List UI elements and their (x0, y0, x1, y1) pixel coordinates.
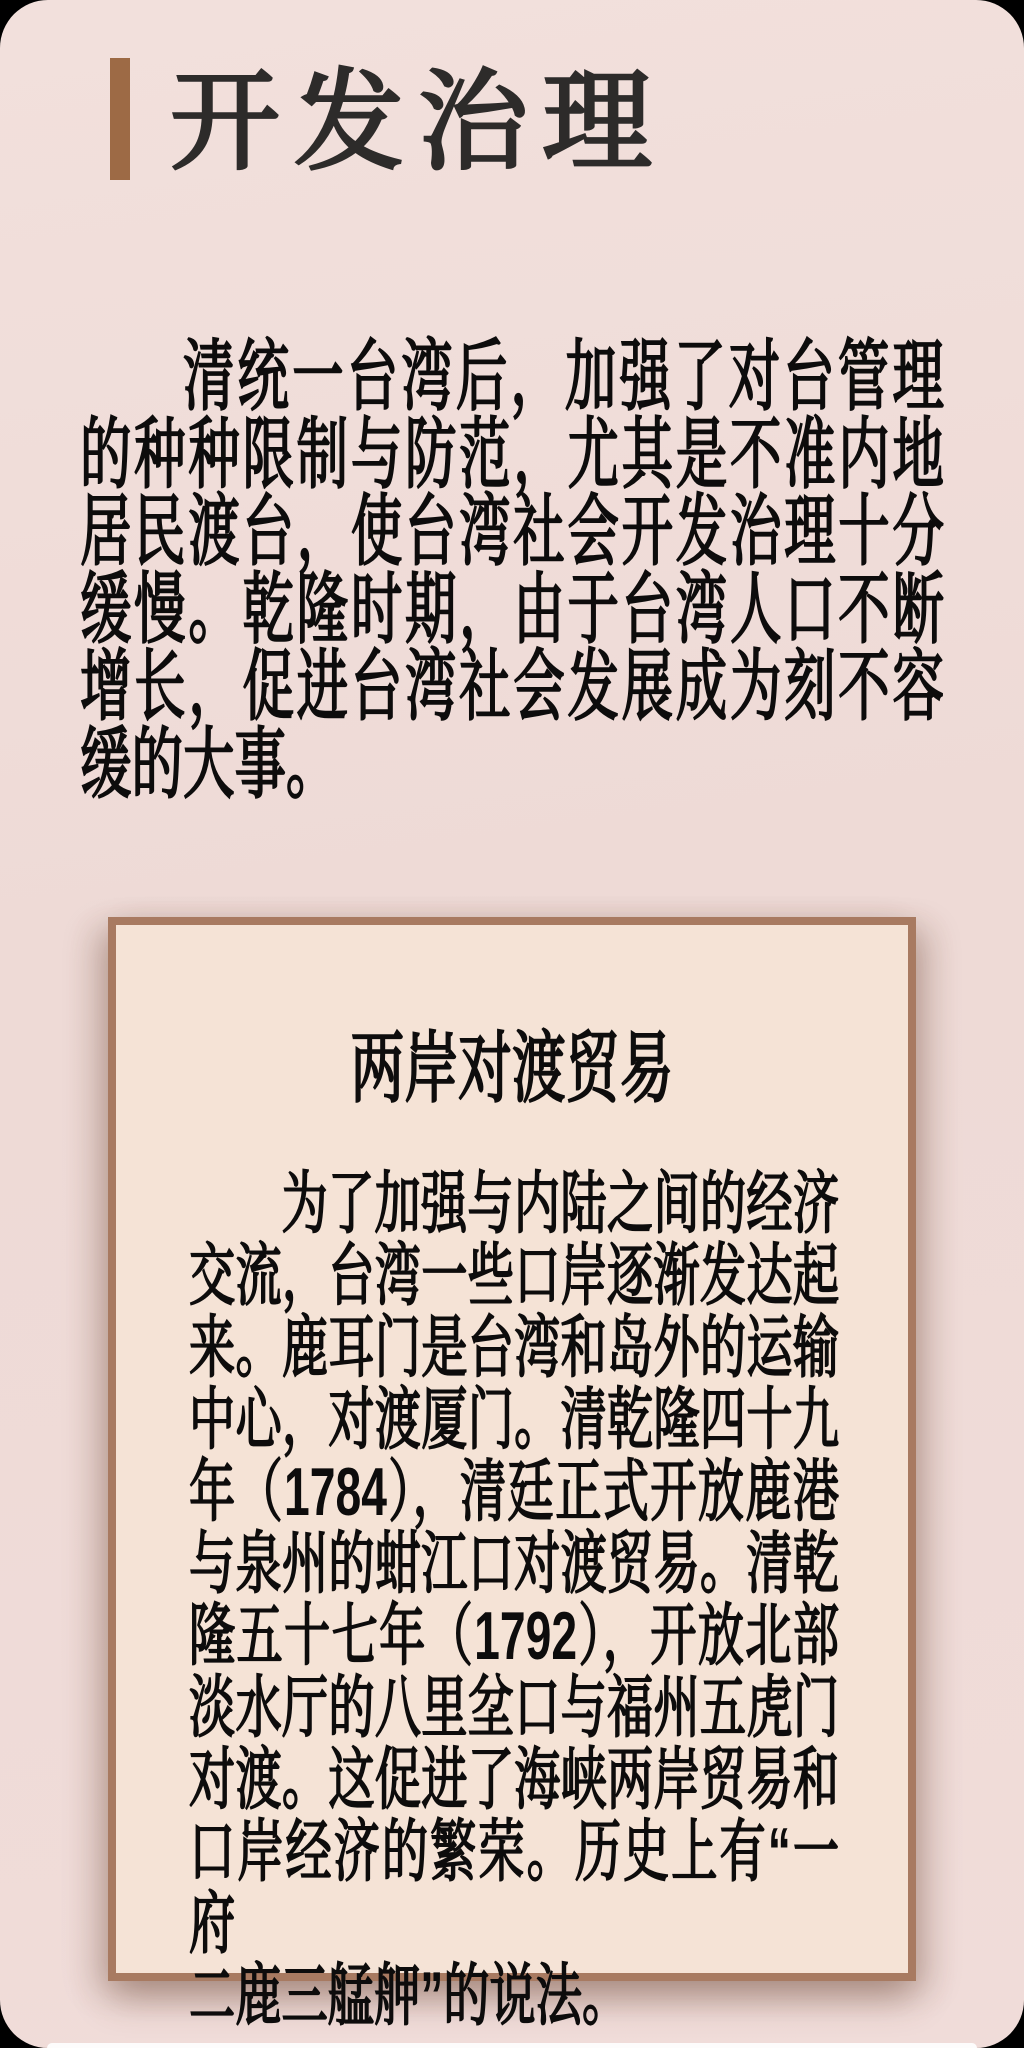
text-line: 缓的大事。 (80, 719, 338, 808)
text-line: 与泉州的蚶江口对渡贸易。清乾 (189, 1526, 840, 1602)
text-line: 缓慢。乾隆时期，由于台湾人口不断 (80, 564, 944, 653)
text-line: 对渡。这促进了海峡两岸贸易和 (189, 1742, 840, 1818)
next-card-peek (47, 2043, 977, 2048)
text-line: 中心，对渡厦门。清乾隆四十九 (189, 1382, 840, 1458)
title-block (110, 58, 666, 182)
page-title: 开发治理 (170, 62, 666, 184)
text-line: 年（1784），清廷正式开放鹿港 (189, 1454, 840, 1530)
text-line: 居民渡台，使台湾社会开发治理十分 (80, 487, 944, 575)
infobox-title-row (116, 1024, 908, 1112)
title-accent-bar (110, 58, 130, 180)
text-line: 的种种限制与防范，尤其是不准内地 (80, 409, 944, 498)
text-line: 增长，促进台湾社会发展成为刻不容 (80, 642, 944, 730)
text-line: 清统一台湾后，加强了对台管理 (182, 332, 944, 420)
text-line: 交流，台湾一些口岸逐渐发达起 (189, 1238, 840, 1314)
text-line: 淡水厅的八里坌口与福州五虎门 (189, 1670, 840, 1746)
text-line: 二鹿三艋舺”的说法。 (189, 1958, 629, 2034)
infobox-title: 两岸对渡贸易 (350, 1024, 674, 1112)
text-line: 来。鹿耳门是台湾和岛外的运输 (189, 1310, 840, 1386)
text-line: 隆五十七年（1792），开放北部 (189, 1598, 840, 1674)
text-line: 口岸经济的繁荣。历史上有“一府 (189, 1814, 840, 1962)
infobox (108, 917, 916, 2034)
infobox-paragraph (189, 1168, 839, 2032)
intro-paragraph (80, 332, 944, 808)
text-line: 为了加强与内陆之间的经济 (281, 1166, 840, 1242)
